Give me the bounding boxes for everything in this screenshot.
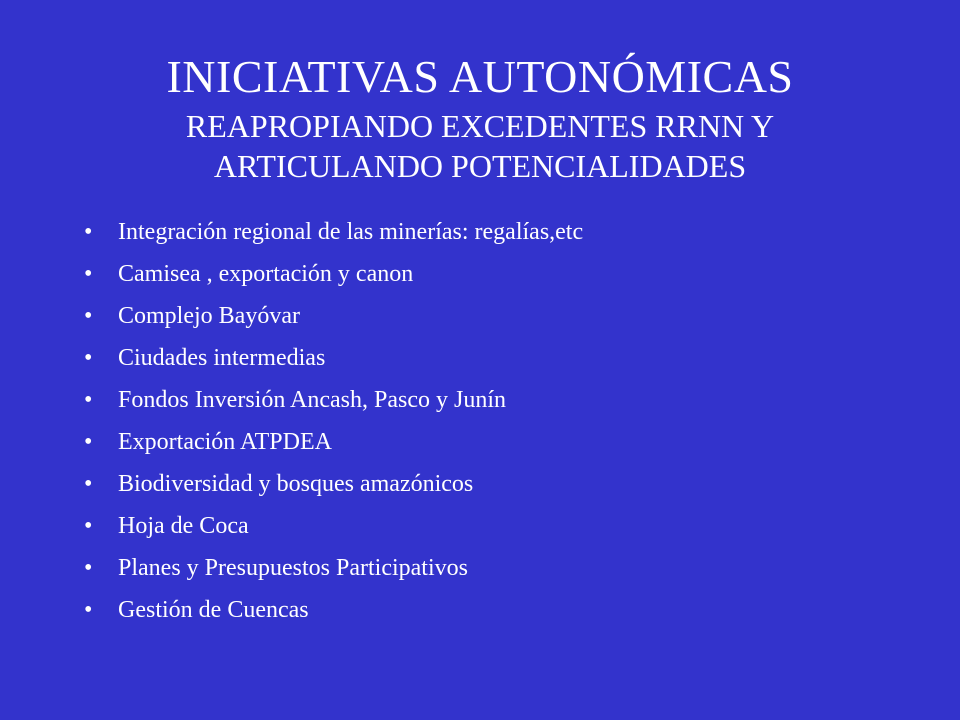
bullet-icon: • — [84, 387, 93, 413]
bullet-icon: • — [84, 471, 93, 497]
list-item-text: Planes y Presupuestos Participativos — [118, 555, 468, 581]
slide-subtitle — [60, 106, 900, 186]
bullet-icon: • — [84, 597, 93, 623]
list-item — [84, 547, 904, 589]
list-item — [84, 505, 904, 547]
list-item-text: Camisea , exportación y canon — [118, 261, 414, 287]
list-item-text: Ciudades intermedias — [118, 345, 326, 371]
list-item-text: Biodiversidad y bosques amazónicos — [118, 471, 474, 497]
list-item — [84, 463, 904, 505]
bullet-icon: • — [84, 345, 93, 371]
list-item-text: Gestión de Cuencas — [118, 597, 309, 623]
list-item — [84, 589, 904, 631]
list-item — [84, 211, 904, 253]
bullet-icon: • — [84, 261, 93, 287]
bullet-list — [84, 211, 904, 631]
list-item-text: Fondos Inversión Ancash, Pasco y Junín — [118, 387, 506, 413]
bullet-icon: • — [84, 555, 93, 581]
list-item — [84, 421, 904, 463]
bullet-icon: • — [84, 303, 93, 329]
subtitle-line-2: ARTICULANDO POTENCIALIDADES — [213, 147, 747, 184]
list-item-text: Exportación ATPDEA — [118, 429, 332, 455]
list-item — [84, 379, 904, 421]
list-item-text: Hoja de Coca — [118, 513, 249, 539]
bullet-icon: • — [84, 429, 93, 455]
list-item — [84, 253, 904, 295]
subtitle-line-1: REAPROPIANDO EXCEDENTES RRNN Y — [185, 107, 775, 144]
bullet-icon: • — [84, 219, 93, 245]
list-item-text: Integración regional de las minerías: regalías,etc — [118, 219, 584, 245]
list-item-text: Complejo Bayóvar — [118, 303, 300, 329]
list-item — [84, 295, 904, 337]
bullet-icon: • — [84, 513, 93, 539]
title-block — [60, 52, 900, 186]
list-item — [84, 337, 904, 379]
slide-title: INICIATIVAS AUTONÓMICAS — [166, 51, 794, 102]
